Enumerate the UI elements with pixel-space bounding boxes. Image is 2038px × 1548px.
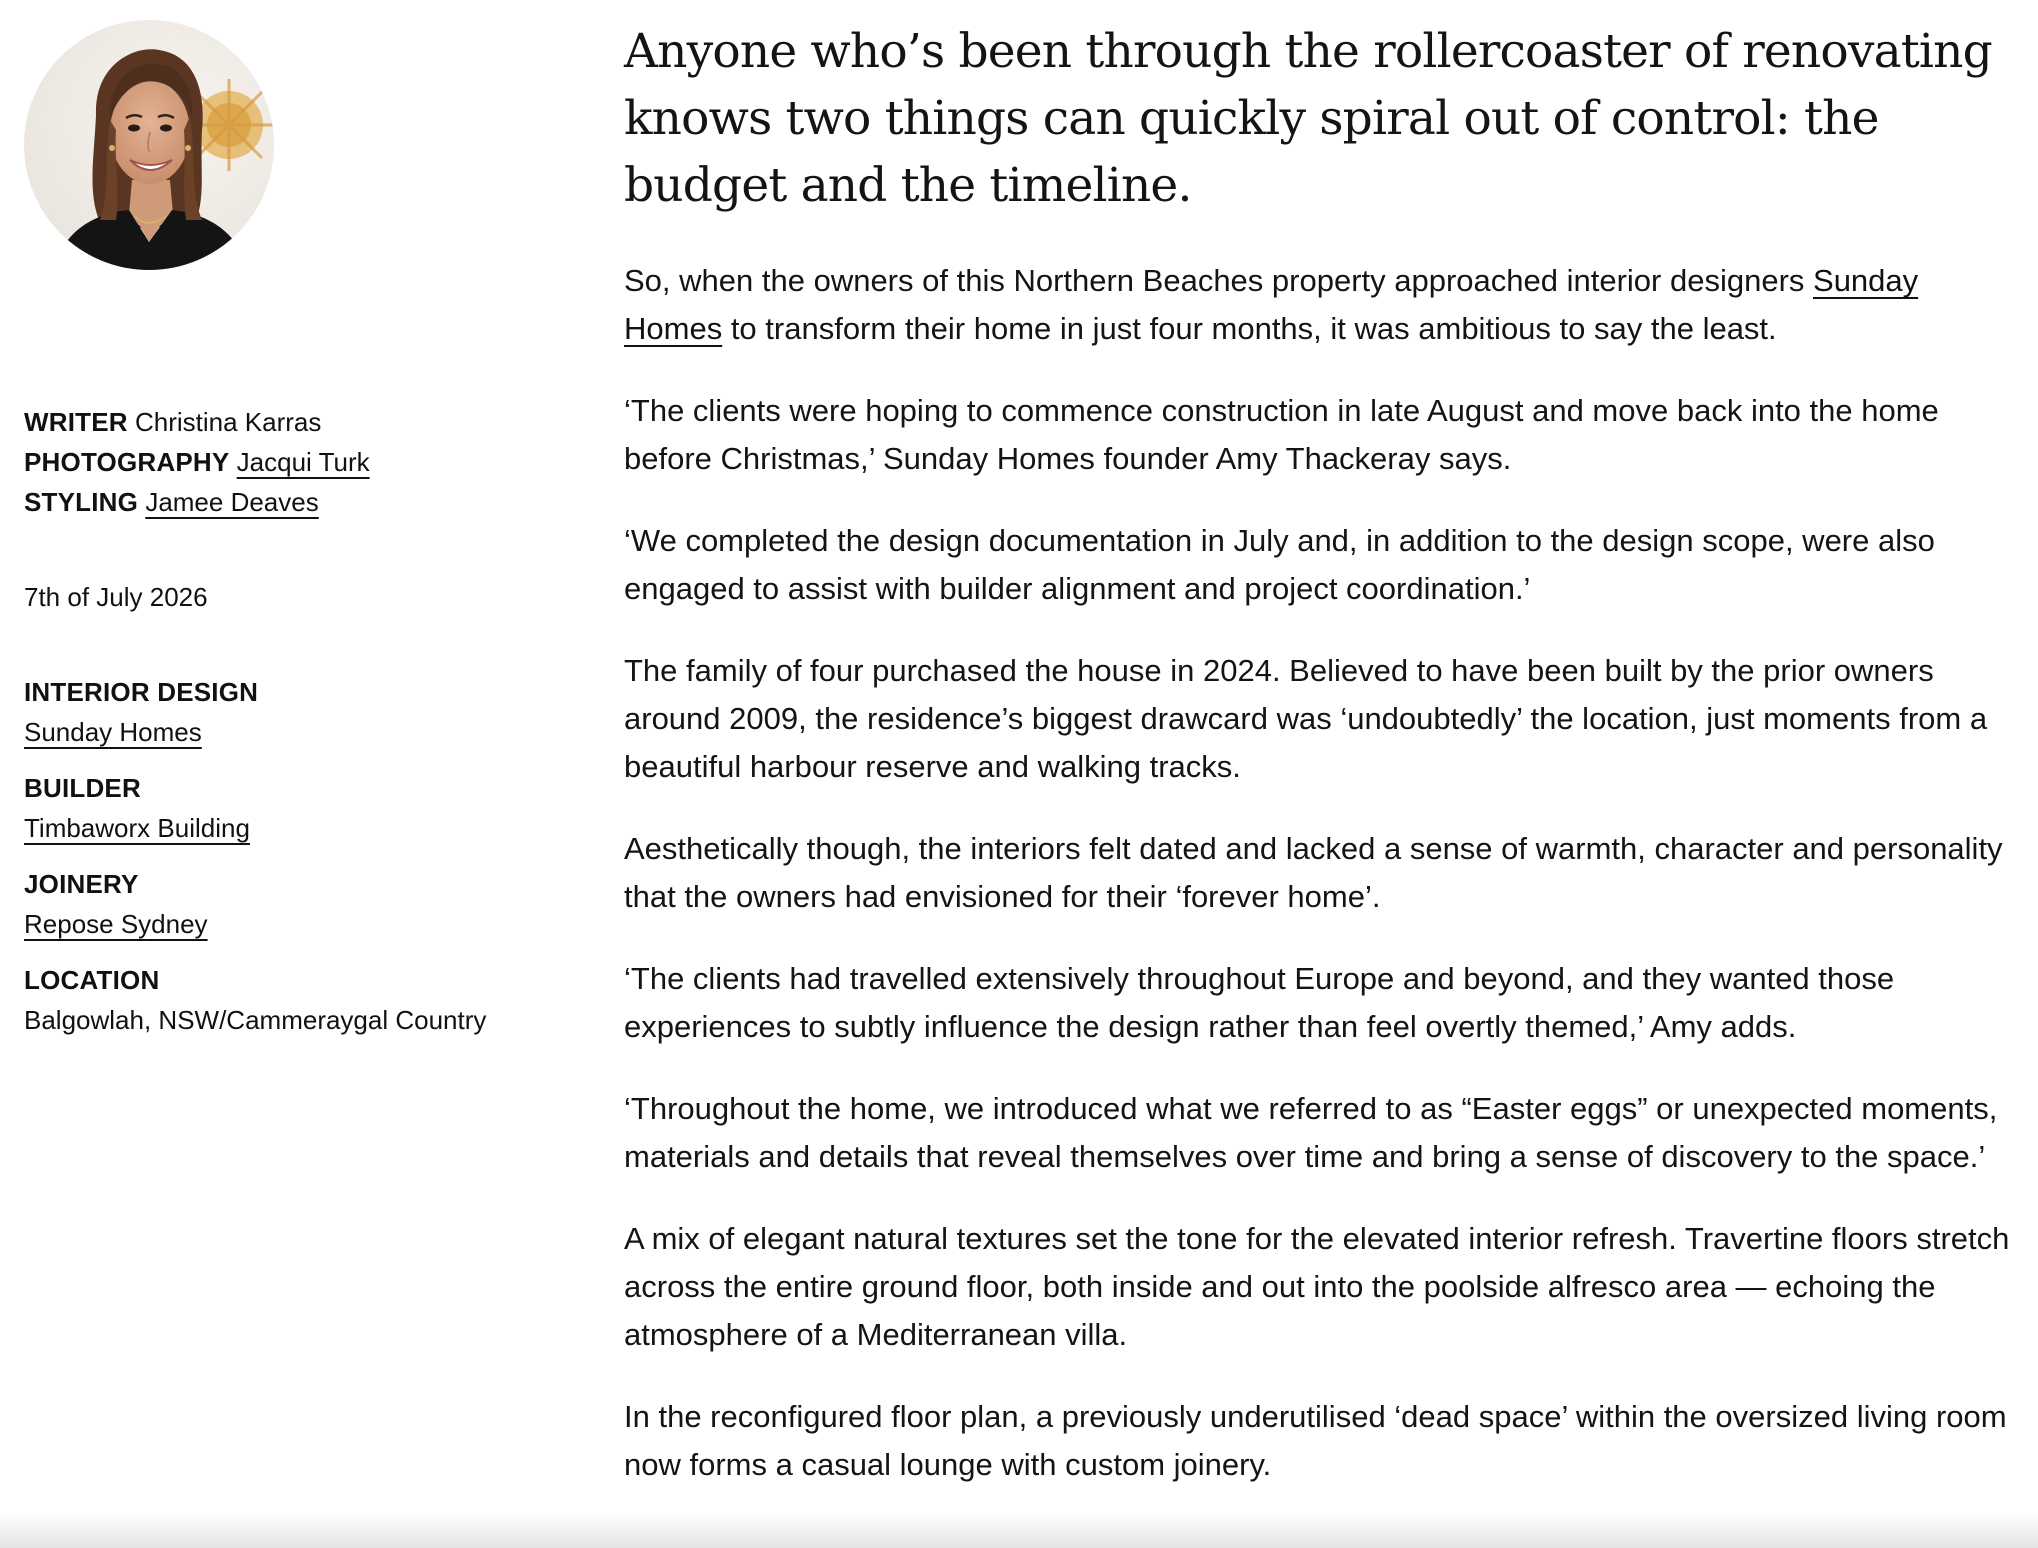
joinery-detail: [24, 864, 584, 944]
article-text: [624, 257, 2014, 1489]
paragraph-3: ‘We completed the design documentation in July and, in addition to the design scope, were also engaged to assist with builder alignment and project coordination.’: [624, 523, 1935, 606]
paragraph-5: Aesthetically though, the interiors felt dated and lacked a sense of warmth, character and personality that the owners had envisioned for their ‘forever home’.: [624, 831, 2003, 914]
paragraph-9: In the reconfigured floor plan, a previously underutilised ‘dead space’ within the oversized living room now forms a casual lounge with custom joinery.: [624, 1399, 2007, 1482]
builder-label: BUILDER: [24, 773, 141, 803]
writer-avatar: [24, 20, 274, 270]
photographer-link[interactable]: Jacqui Turk: [236, 447, 370, 477]
writer-avatar-image: [24, 20, 274, 270]
writer-label: WRITER: [24, 407, 128, 437]
joinery-label: JOINERY: [24, 869, 139, 899]
styling-credit: [24, 482, 584, 522]
location-detail: [24, 960, 584, 1040]
interior-design-detail: [24, 672, 584, 752]
paragraph-1: [624, 257, 2014, 353]
paragraph-8: A mix of elegant natural textures set the tone for the elevated interior refresh. Travertine floors stretch across the entire ground floor, both inside and out into the poolside alfresco area — echoing the atmosphere of a Mediterranean villa.: [624, 1221, 2010, 1352]
paragraph-4: The family of four purchased the house in 2024. Believed to have been built by the prior owners around 2009, the residence’s biggest drawcard was ‘undoubtedly’ the location, just moments from a beautiful harbour reserve and walking tracks.: [624, 653, 1988, 784]
location-label: LOCATION: [24, 965, 160, 995]
article-body: [624, 18, 2014, 1523]
article-lede: Anyone who’s been through the rollercoaster of renovating knows two things can quickly spiral out of control: the budget and the timeline.: [624, 24, 1992, 213]
styling-label: STYLING: [24, 487, 139, 517]
stylist-link[interactable]: Jamee Deaves: [145, 487, 319, 517]
interior-design-label: INTERIOR DESIGN: [24, 677, 259, 707]
credits: [24, 402, 584, 522]
builder-detail: [24, 768, 584, 848]
paragraph-7: ‘Throughout the home, we introduced what we referred to as “Easter eggs” or unexpected moments, materials and details that reveal themselves over time and bring a sense of discovery to the space.’: [624, 1091, 1998, 1174]
writer-credit: [24, 402, 584, 442]
paragraph-1-end: to transform their home in just four months, it was ambitious to say the least.: [722, 311, 1777, 346]
project-details: [24, 672, 584, 1040]
sunday-homes-link[interactable]: Sunday Homes: [624, 263, 1919, 346]
writer-name: Christina Karras: [134, 407, 322, 437]
photography-label: PHOTOGRAPHY: [24, 447, 230, 477]
paragraph-2: ‘The clients were hoping to commence construction in late August and move back into the home before Christmas,’ Sunday Homes founder Amy Thackeray says.: [624, 393, 1939, 476]
interior-design-link[interactable]: Sunday Homes: [24, 717, 202, 747]
location-value: Balgowlah, NSW/Cammeraygal Country: [24, 1005, 487, 1035]
builder-link[interactable]: Timbaworx Building: [24, 813, 250, 843]
photography-credit: [24, 442, 584, 482]
joinery-link[interactable]: Repose Sydney: [24, 909, 208, 939]
publish-date: 7th of July 2026: [24, 582, 208, 612]
paragraph-1-start: So, when the owners of this Northern Beaches property approached interior designers: [624, 263, 1814, 298]
article-sidebar: [24, 20, 584, 1056]
paragraph-6: ‘The clients had travelled extensively throughout Europe and beyond, and they wanted those experiences to subtly influence the design rather than feel overtly themed,’ Amy adds.: [624, 961, 1895, 1044]
